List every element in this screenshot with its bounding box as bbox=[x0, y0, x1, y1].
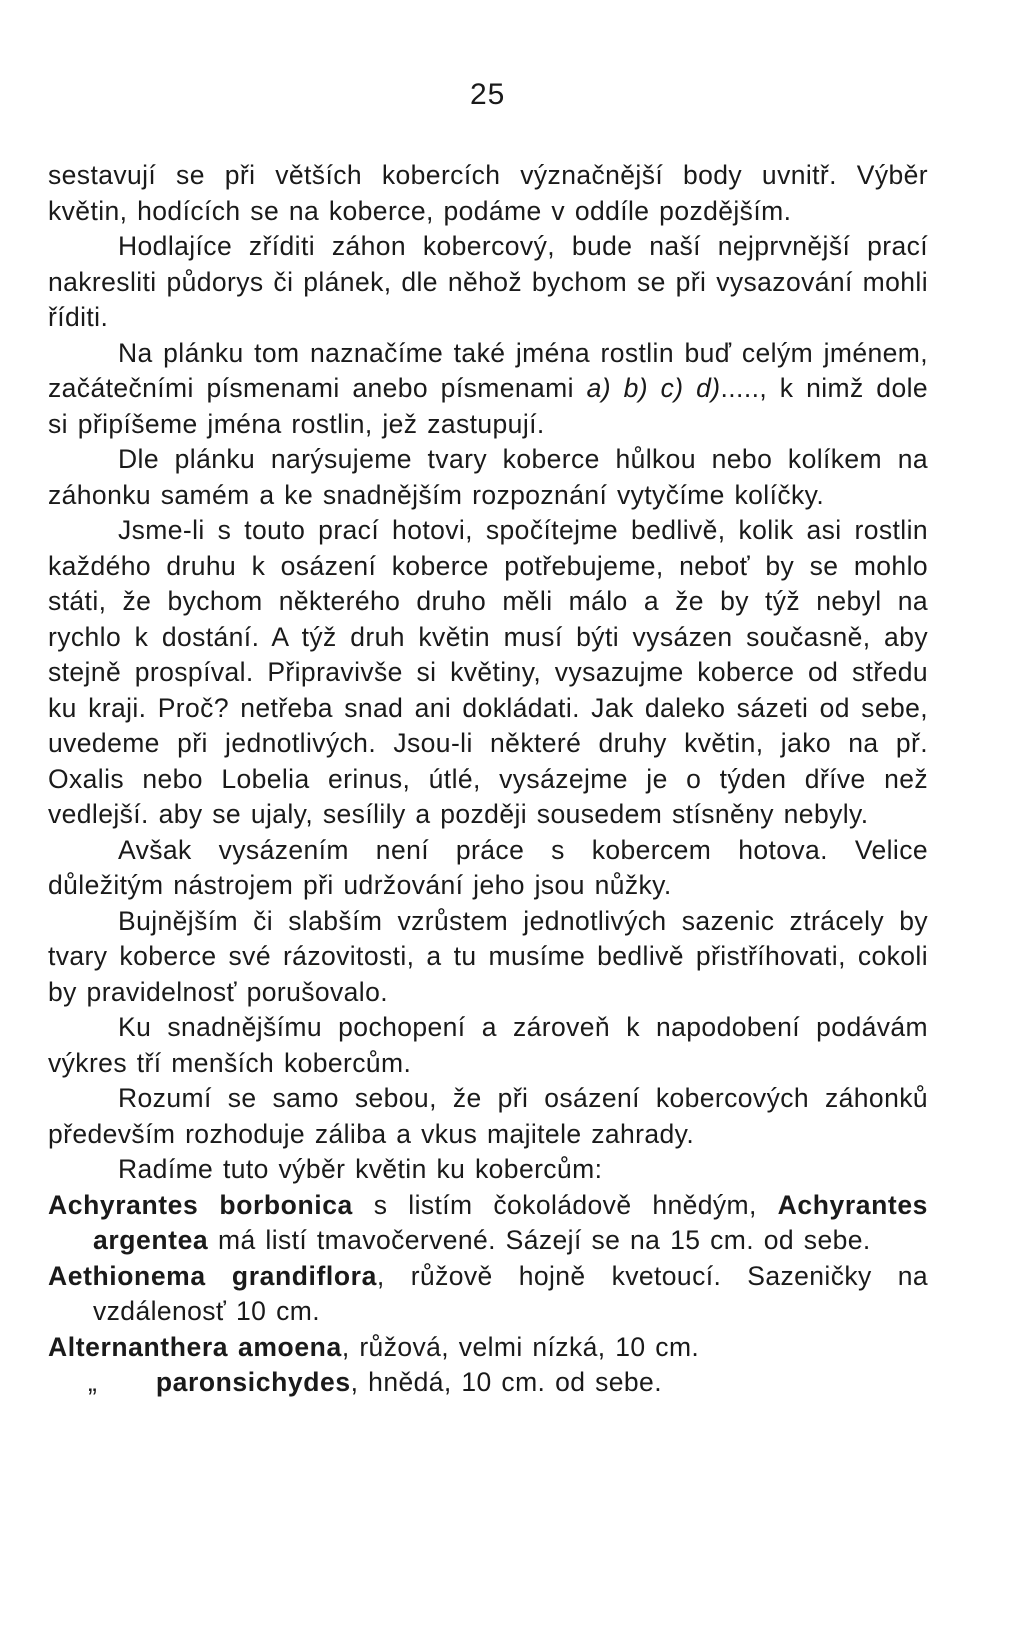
plant-description: má listí tmavočervené. Sázejí se na 15 cm. od sebe. bbox=[208, 1225, 871, 1255]
plant-description: , růžově hojně kvetoucí. Sazeničky na vzdálenosť 10 cm. bbox=[93, 1260, 928, 1326]
plant-name: Aethionema grandiflora bbox=[48, 1260, 377, 1291]
page-body bbox=[48, 158, 928, 1401]
paragraph-text: Na plánku tom naznačíme také jména rostlin buď celým jménem, začátečními písmenami anebo písmenami bbox=[48, 337, 928, 403]
page-number: 25 bbox=[470, 78, 506, 111]
plant-entry bbox=[48, 1188, 928, 1259]
paragraph-text: ....., k nimž dole si připíšeme jména rostlin, jež zastupují. bbox=[48, 373, 929, 439]
paragraph: Avšak vysázením není práce s kobercem hotova. Velice důležitým nástrojem při udržování jeho jsou nůžky. bbox=[48, 834, 928, 900]
plant-name: Achyrantes borbonica bbox=[48, 1189, 353, 1220]
plant-entry bbox=[48, 1330, 928, 1366]
plant-name: Alternanthera amoena bbox=[48, 1331, 342, 1362]
plant-description: , růžová, velmi nízká, 10 cm. bbox=[341, 1331, 700, 1362]
paragraph: Rozumí se samo sebou, že při osázení kobercových záhonků především rozhoduje záliba a vkus majitele zahrady. bbox=[48, 1083, 928, 1149]
paragraph: Dle plánku narýsujeme tvary koberce hůlkou nebo kolíkem na záhonku samém a ke snadnějším rozpoznání vytyčíme kolíčky. bbox=[48, 444, 928, 510]
ditto-mark: „ bbox=[88, 1367, 98, 1397]
paragraph: Hodlajíce zříditi záhon kobercový, bude naší nejprvnější prací nakresliti půdorys či plánek, dle něhož bychom se při vysazování mohli říditi. bbox=[48, 231, 928, 332]
letter-markers: a) b) c) d) bbox=[586, 373, 721, 403]
paragraph: Radíme tuto výběr květin ku kobercům: bbox=[118, 1154, 603, 1184]
plant-name: Achyrantes argentea bbox=[93, 1189, 928, 1255]
paragraph: Ku snadnějšímu pochopení a zároveň k napodobení podávám výkres tří menších kobercům. bbox=[48, 1012, 928, 1078]
plant-list bbox=[48, 1188, 928, 1401]
paragraph: Bujnějším či slabším vzrůstem jednotlivých sazenic ztrácely by tvary koberce své rázovitosti, a tu musíme bedlivě přistříhovati, cokoli by pravidelnosť porušovalo. bbox=[48, 905, 928, 1007]
plant-name: paronsichydes bbox=[155, 1367, 351, 1397]
plant-entry bbox=[48, 1259, 928, 1330]
plant-description: , hnědá, 10 cm. od sebe. bbox=[350, 1367, 662, 1397]
paragraph: Jsme-li s touto prací hotovi, spočítejme bedlivě, kolik asi rostlin každého druhu k osázení koberce potřebujeme, neboť by se mohlo státi, že bychom některého druho měli málo a že by týž nebyl na rychlo k dostání. A týž druh květin musí býti vysázen současně, aby stejně prospíval. Připravivše si květiny, vysazujme koberce od středu ku kraji. Proč? netřeba snad ani dokládati. Jak daleko sázeti od sebe, uvedeme při jednotlivých. Jsou-li některé druhy květin, jako na př. Oxalis nebo Lobelia erinus, útlé, vysázejme je o týden dříve než vedlejší. aby se ujaly, sesílily a později sousedem stísněny nebyly. bbox=[48, 515, 928, 829]
plant-entry bbox=[48, 1365, 928, 1401]
plant-description: s listím čokoládově hnědým, bbox=[352, 1189, 778, 1220]
paragraph bbox=[48, 336, 928, 443]
paragraph: sestavují se při větších kobercích význačnější body uvnitř. Výběr květin, hodících se na koberce, podáme v oddíle pozdějším. bbox=[48, 160, 928, 226]
